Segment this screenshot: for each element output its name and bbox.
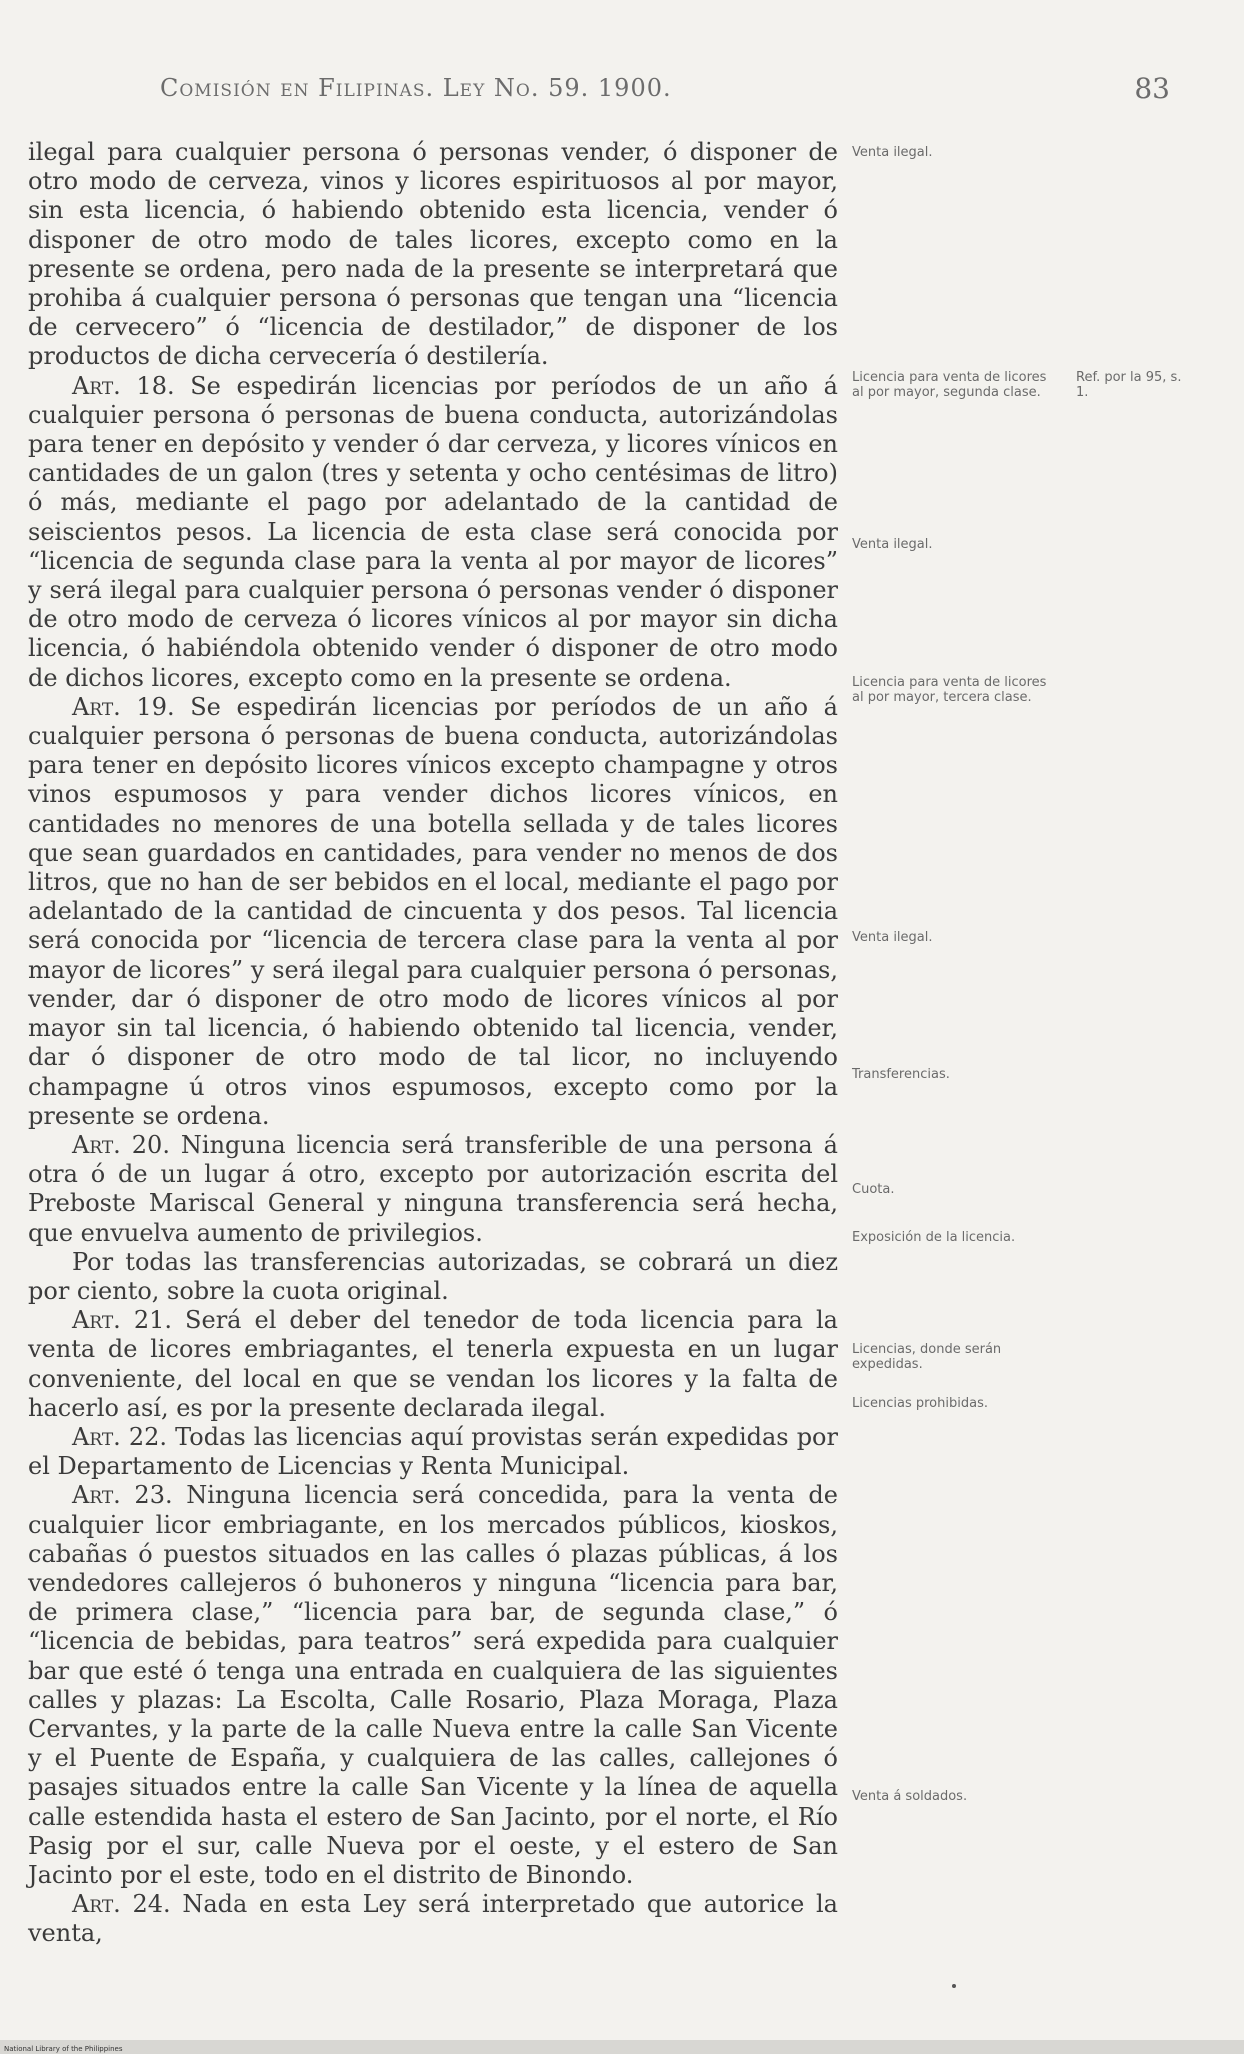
margin-note: Venta ilegal. xyxy=(852,145,933,160)
article-20-cuota: Por todas las transferencias autorizadas, se cobrará un diez por ciento, sobre la cuota original. xyxy=(28,1247,838,1305)
article-text: Ninguna licencia será transferible de una persona á otra ó de un lugar á otro, excepto por autorización escrita del Preboste Mariscal General y ninguna transferencia será hecha, que envuelva aumento de privilegios. xyxy=(28,1130,838,1247)
article-label: Art. 22. xyxy=(72,1422,168,1451)
margin-note: Venta ilegal. xyxy=(852,930,933,945)
margin-note: Licencias, donde serán expedidas. xyxy=(852,1342,1002,1372)
article-text: Será el deber del tenedor de toda licencia para la venta de licores embriagantes, el tenerla expuesta en un lugar conveniente, del local en que se vendan los licores y la falta de hacerlo así, es por la presente declarada ilegal. xyxy=(28,1306,838,1422)
margin-note: Venta á soldados. xyxy=(852,1789,968,1804)
margin-note: Licencias prohibidas. xyxy=(852,1396,988,1411)
page-number: 83 xyxy=(1134,72,1170,105)
article-21 xyxy=(28,1306,838,1423)
running-head: Comisión en Filipinas. Ley No. 59. 1900. xyxy=(160,74,672,102)
article-text: Ninguna licencia será concedida, para la venta de cualquier licor embriagante, en los mercados públicos, kioskos, cabañas ó puestos situados en las calles ó plazas públicas, á los vendedores callejeros ó buhoneros y ninguna “licencia para bar, de primera clase,” “licencia para bar, de segunda clase,” ó “licencia de bebidas, para teatros” será expedida para cualquier bar que esté ó tenga una entrada en cualquiera de las siguientes calles y plazas: La Escolta, Calle Rosario, Plaza Moraga, Plaza Cervantes, y la parte de la calle Nueva entre la calle San Vicente y el Puente de España, y cualquiera de las calles, callejones ó pasajes situados entre la calle San Vicente y la línea de aquella calle estendida hasta el estero de San Jacinto, por el norte, el Río Pasig por el sur, calle Nueva por el oeste, y el estero de San Jacinto por el este, todo en el distrito de Binondo. xyxy=(28,1481,838,1889)
paragraph-continuation: ilegal para cualquier persona ó personas vender, ó disponer de otro modo de cerveza, vinos y licores espirituosos al por mayor, sin esta licencia, ó habiendo obtenido esta licencia, vender ó disponer de otro modo de tales licores, excepto como en la presente se ordena, pero nada de la presente se interpretará que prohiba á cualquier persona ó personas que tengan una “licencia de cervecero” ó “licencia de destilador,” de disponer de los productos de dicha cervecería ó destilería. xyxy=(28,138,838,371)
article-20 xyxy=(28,1131,838,1248)
article-label: Art. 19. xyxy=(72,692,175,721)
article-22 xyxy=(28,1423,838,1481)
margin-note: Venta ilegal. xyxy=(852,537,933,552)
article-text: Nada en esta Ley será interpretado que autorice la venta, xyxy=(28,1890,838,1948)
article-19 xyxy=(28,693,838,1131)
article-text: Se espedirán licencias por períodos de un año á cualquier persona ó personas de buena conducta, autorizándolas para tener en depósito licores vínicos excepto champagne y otros vinos espumosos y para vender dichos licores vínicos, en cantidades no menores de una botella sellada y de tales licores que sean guardados en cantidades, para vender no menos de dos litros, que no han de ser bebidos en el local, mediante el pago por adelantado de la cantidad de cincuenta y dos pesos. Tal licencia será conocida por “licencia de tercera clase para la venta al por mayor de licores” y será ilegal para cualquier persona ó personas, vender, dar ó disponer de otro modo de licores vínicos al por mayor sin tal licencia, ó habiendo obtenido tal licencia, vender, dar ó disponer de otro modo de tal licor, no incluyendo champagne ú otros vinos espumosos, excepto como por la presente se ordena. xyxy=(28,692,838,1130)
article-text: Todas las licencias aquí provistas serán expedidas por el Departamento de Licencias y Renta Municipal. xyxy=(28,1422,838,1481)
article-label: Art. 18. xyxy=(72,371,175,400)
article-23 xyxy=(28,1481,838,1890)
scan-credit: National Library of the Philippines xyxy=(4,2045,123,2053)
reference-note: Ref. por la 95, s. 1. xyxy=(1076,370,1182,400)
article-text: Se espedirán licencias por períodos de un año á cualquier persona ó personas de buena conducta, autorizándolas para tener en depósito y vender ó dar cerveza, y licores vínicos en cantidades de un galon (tres y setenta y ocho centésimas de litro) ó más, mediante el pago por adelantado de la cantidad de seiscientos pesos. La licencia de esta clase será conocida por “licencia de segunda clase para la venta al por mayor de licores” y será ilegal para cualquier persona ó personas vender ó disponer de otro modo de cerveza ó licores vínicos al por mayor sin dicha licencia, ó habiéndola obtenido vender ó disponer de otro modo de dichos licores, excepto como en la presente se ordena. xyxy=(28,371,838,692)
margin-note: Exposición de la licencia. xyxy=(852,1230,1016,1245)
margin-note: Licencia para venta de licores al por mayor, tercera clase. xyxy=(852,675,1047,705)
scan-footer xyxy=(0,2040,1244,2054)
article-24 xyxy=(28,1890,838,1948)
margin-note: Transferencias. xyxy=(852,1067,950,1082)
article-label: Art. 20. xyxy=(72,1130,170,1159)
article-label: Art. 23. xyxy=(72,1481,173,1510)
margin-note: Licencia para venta de licores al por mayor, segunda clase. xyxy=(852,370,1047,400)
body-text xyxy=(28,138,838,1949)
margin-note: Cuota. xyxy=(852,1182,895,1197)
article-18 xyxy=(28,372,838,693)
article-label: Art. 24. xyxy=(72,1890,171,1919)
ink-speck xyxy=(952,1984,956,1988)
page-header xyxy=(160,74,1170,114)
article-label: Art. 21. xyxy=(72,1306,173,1335)
